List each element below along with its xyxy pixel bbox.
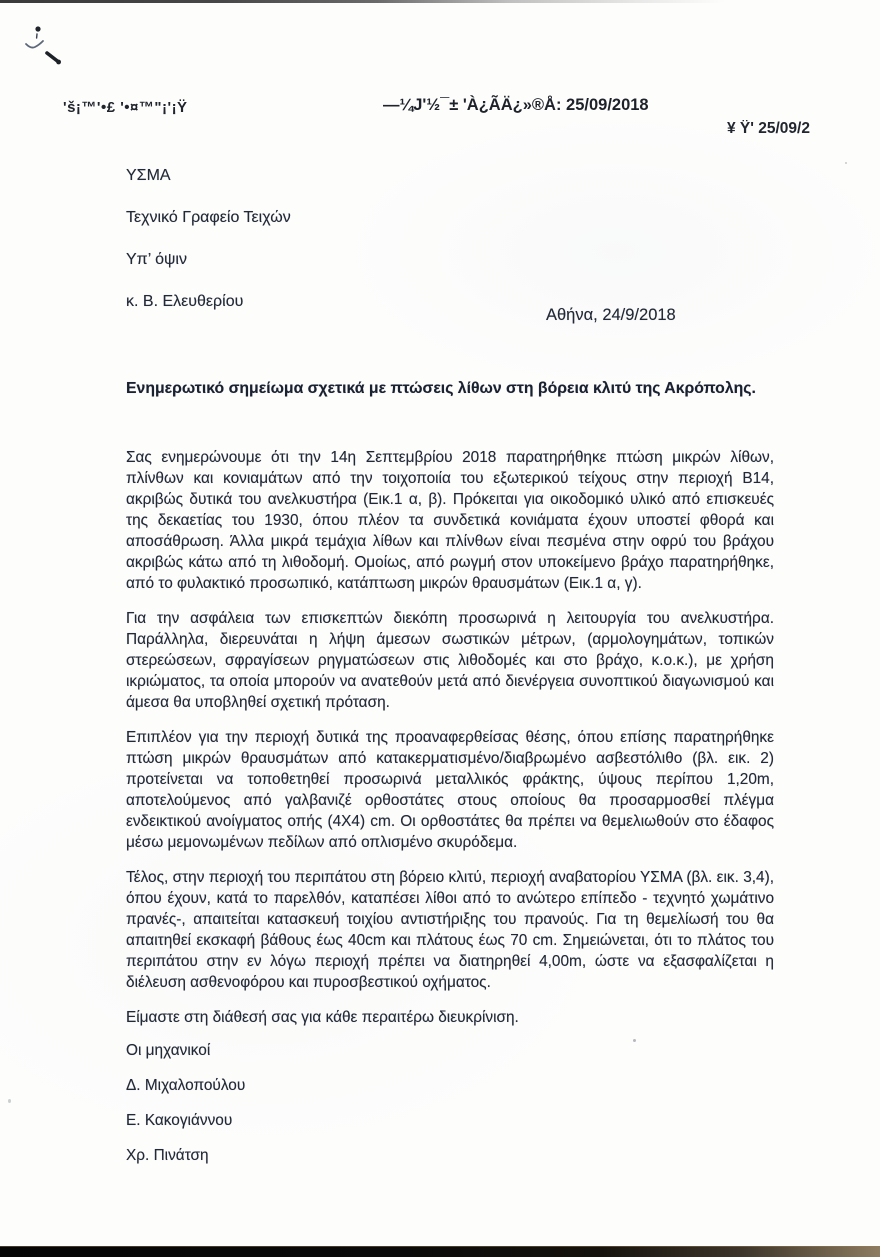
pen-scribble-marks-icon — [18, 22, 78, 77]
recipient-organization: ΥΣΜΑ — [126, 167, 171, 184]
recipient-person: κ. Β. Ελευθερίου — [126, 293, 244, 310]
closing-line: Είμαστε στη διάθεσή σας για κάθε περαιτέρω διευκρίνιση. — [126, 1009, 519, 1026]
recipient-block — [126, 155, 291, 323]
fax-header-right-date-cutoff: ¥ Ÿ' 25/09/2 — [727, 120, 810, 137]
paragraph-4: Τέλος, στην περιοχή του περιπάτου στη βόρειο κλιτύ, περιοχή αναβατορίου ΥΣΜΑ (βλ. εικ. 3,4), όπου έχουν, κατά το παρελθόν, καταπέσει λίθοι από το ανώτερο επίπεδο - τεχνητό χωμάτινο πρανές-, απαιτείται κατασκευή τοιχίου αντιστήριξης του πρανούς. Για τη θεμελίωσή του θα απαιτηθεί εκσκαφή βάθους έως 40cm και πλάτους έως 70 cm. Σημειώνεται, ότι το πλάτος του περιπάτου στην εν λόγω περιοχή πρέπει να διατηρηθεί 4,00m, ώστε να εξασφαλίζεται η διέλευση ασθενοφόρου και πυροσβεστικού οχήματος. — [126, 869, 774, 991]
paragraph-1: Σας ενημερώνουμε ότι την 14η Σεπτεμβρίου 2018 παρατηρήθηκε πτώση μικρών λίθων, πλίνθων και κονιαμάτων από την τοιχοποιία του εξωτερικού τείχους στην περιοχή Β14, ακριβώς δυτικά του ανελκυστήρα (Εικ.1 α, β). Πρόκειται για οικοδομικό υλικό από επισκευές της δεκαετίας του 1930, όπου πλέον τα συνδετικά κονιάματα έχουν υποστεί φθορά και αποσάθρωση. Άλλα μικρά τεμάχια λίθων και πλίνθων είναι πεσμένα στην οφρύ του βράχου ακριβώς κάτω από τη λιθοδομή. Ομοίως, από ρωγμή στον υποκείμενο βράχο παρατηρήθηκε, από το φυλακτικό προσωπικό, κατάπτωση μικρών θραυσμάτων (Εικ.1 α, γ). — [126, 449, 774, 592]
paragraph-3: Επιπλέον για την περιοχή δυτικά της προαναφερθείσας θέσης, όπου επίσης παρατηρήθηκε πτώση μικρών θραυσμάτων από κατακερματισμένο/διαβρωμένο ασβεστόλιθο (βλ. εικ. 2) προτείνεται να τοποθετηθεί προσωρινά μεταλλικός φράκτης, ύψους περίπου 1,20m, αποτελούμενος από γαλβανιζέ ορθοστάτες στους οποίους θα προσαρμοσθεί πλέγμα ενδεικτικού ανοίγματος οπής (4X4) cm. Οι ορθοστάτες θα πρέπει να θεμελιωθούν στο έδαφος μέσω μεμονωμένων πεδίλων από οπλισμένο σκυρόδεμα. — [126, 729, 774, 851]
fax-header-left-garbled-text: 'š¡™'•£ '•¤™"¡'¡Ϋ — [63, 99, 188, 116]
recipient-office: Τεχνικό Γραφείο Τειχών — [126, 209, 291, 226]
fax-header-transmission-date: —¼J'½¯± 'À¿ÃÄ¿»®Å: 25/09/2018 — [383, 96, 649, 114]
scan-artifact-top-line — [0, 0, 725, 3]
paragraph-2: Για την ασφάλεια των επισκεπτών διεκόπη προσωρινά η λειτουργία του ανελκυστήρα. Παράλληλα, διερευνάται η λήψη άμεσων σωστικών μέτρων, (αρμολογημάτων, τοπικών στερεώσεων, σφραγίσεων ρηγματώσεων στις λιθοδομές και στο βράχο, κ.ο.κ.), με χρήση ικριώματος, τα οποία μπορούν να ανατεθούν μετά από διενέργεια συνοπτικού διαγωνισμού και άμεσα θα υποβληθεί σχετική πρόταση. — [126, 610, 774, 711]
letter-body — [126, 447, 774, 1180]
scan-speck — [845, 162, 847, 164]
letter-date: Αθήνα, 24/9/2018 — [546, 306, 676, 324]
scan-speck — [8, 1099, 11, 1103]
scan-artifact-bottom-bar — [0, 1246, 880, 1257]
signoff-role: Οι μηχανικοί — [126, 1042, 211, 1059]
recipient-attention-label: Υπ’ όψιν — [126, 251, 187, 268]
signature-name-1: Δ. Μιχαλοπούλου — [126, 1077, 246, 1094]
signature-name-2: Ε. Κακογιάννου — [126, 1112, 233, 1129]
signature-name-3: Χρ. Πινάτση — [126, 1147, 209, 1164]
letter-subject: Ενημερωτικό σημείωμα σχετικά με πτώσεις λίθων στη βόρεια κλιτύ της Ακρόπολης. — [126, 380, 756, 397]
